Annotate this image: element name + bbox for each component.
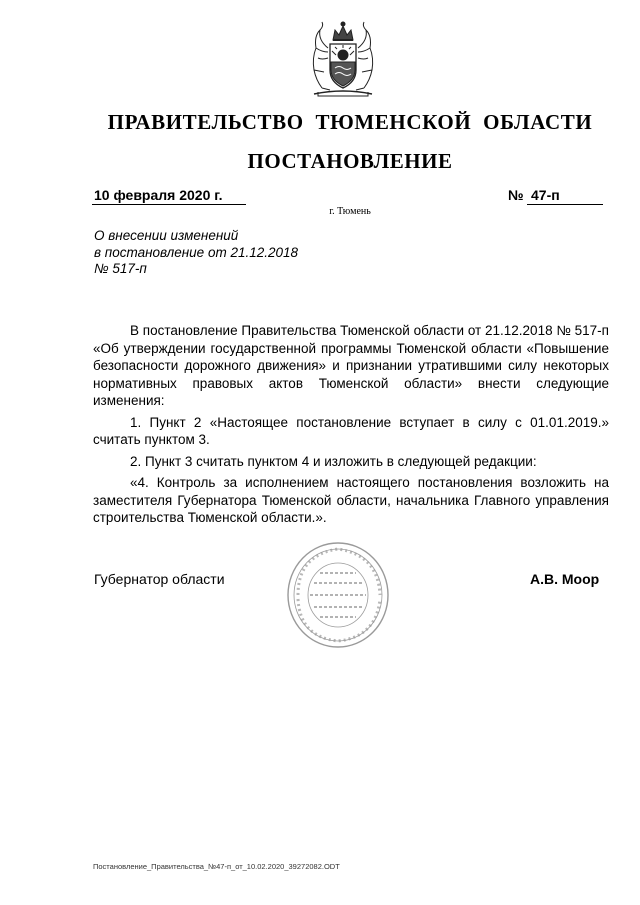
document-number: 47-п xyxy=(531,187,560,203)
signer-name: А.В. Моор xyxy=(530,571,600,587)
file-name-footer: Постановление_Правительства_№47-п_от_10.02.2020_39272082.ODT xyxy=(93,862,340,871)
body-paragraph: «4. Контроль за исполнением настоящего постановления возложить на заместителя Губернатора Тюменской области, начальника Главного управления строительства Тюменской области.». xyxy=(93,475,609,525)
body-paragraph: В постановление Правительства Тюменской области от 21.12.2018 № 517-п «Об утверждении государственной программы Тюменской области «Повышение безопасности дорожного движения» и признании утратившими силу некоторых нормативных правовых актов Тюменской области» внести следующие изменения: xyxy=(93,323,609,408)
subject-line: в постановление от 21.12.2018 xyxy=(94,244,299,260)
subject-line: № 517-п xyxy=(94,261,147,276)
document-subject xyxy=(94,228,298,278)
number-underline xyxy=(527,204,603,205)
coat-of-arms-icon xyxy=(300,18,386,100)
date-underline xyxy=(92,204,246,205)
government-title: ПРАВИТЕЛЬСТВО ТЮМЕНСКОЙ ОБЛАСТИ xyxy=(107,110,593,134)
seal-stamp-icon xyxy=(286,541,390,649)
document-type-heading: ПОСТАНОВЛЕНИЕ xyxy=(247,149,453,173)
signer-title: Губернатор области xyxy=(94,571,225,587)
number-sign: № xyxy=(508,187,524,203)
city-label: г. Тюмень xyxy=(329,206,371,217)
body-paragraph: 1. Пункт 2 «Настоящее постановление вступает в силу с 01.01.2019.» считать пунктом 3. xyxy=(93,414,609,447)
subject-line: О внесении изменений xyxy=(94,228,239,243)
body-paragraph: 2. Пункт 3 считать пунктом 4 и изложить в следующей редакции: xyxy=(130,453,537,469)
document-date: 10 февраля 2020 г. xyxy=(94,187,223,203)
document-body xyxy=(93,322,609,531)
